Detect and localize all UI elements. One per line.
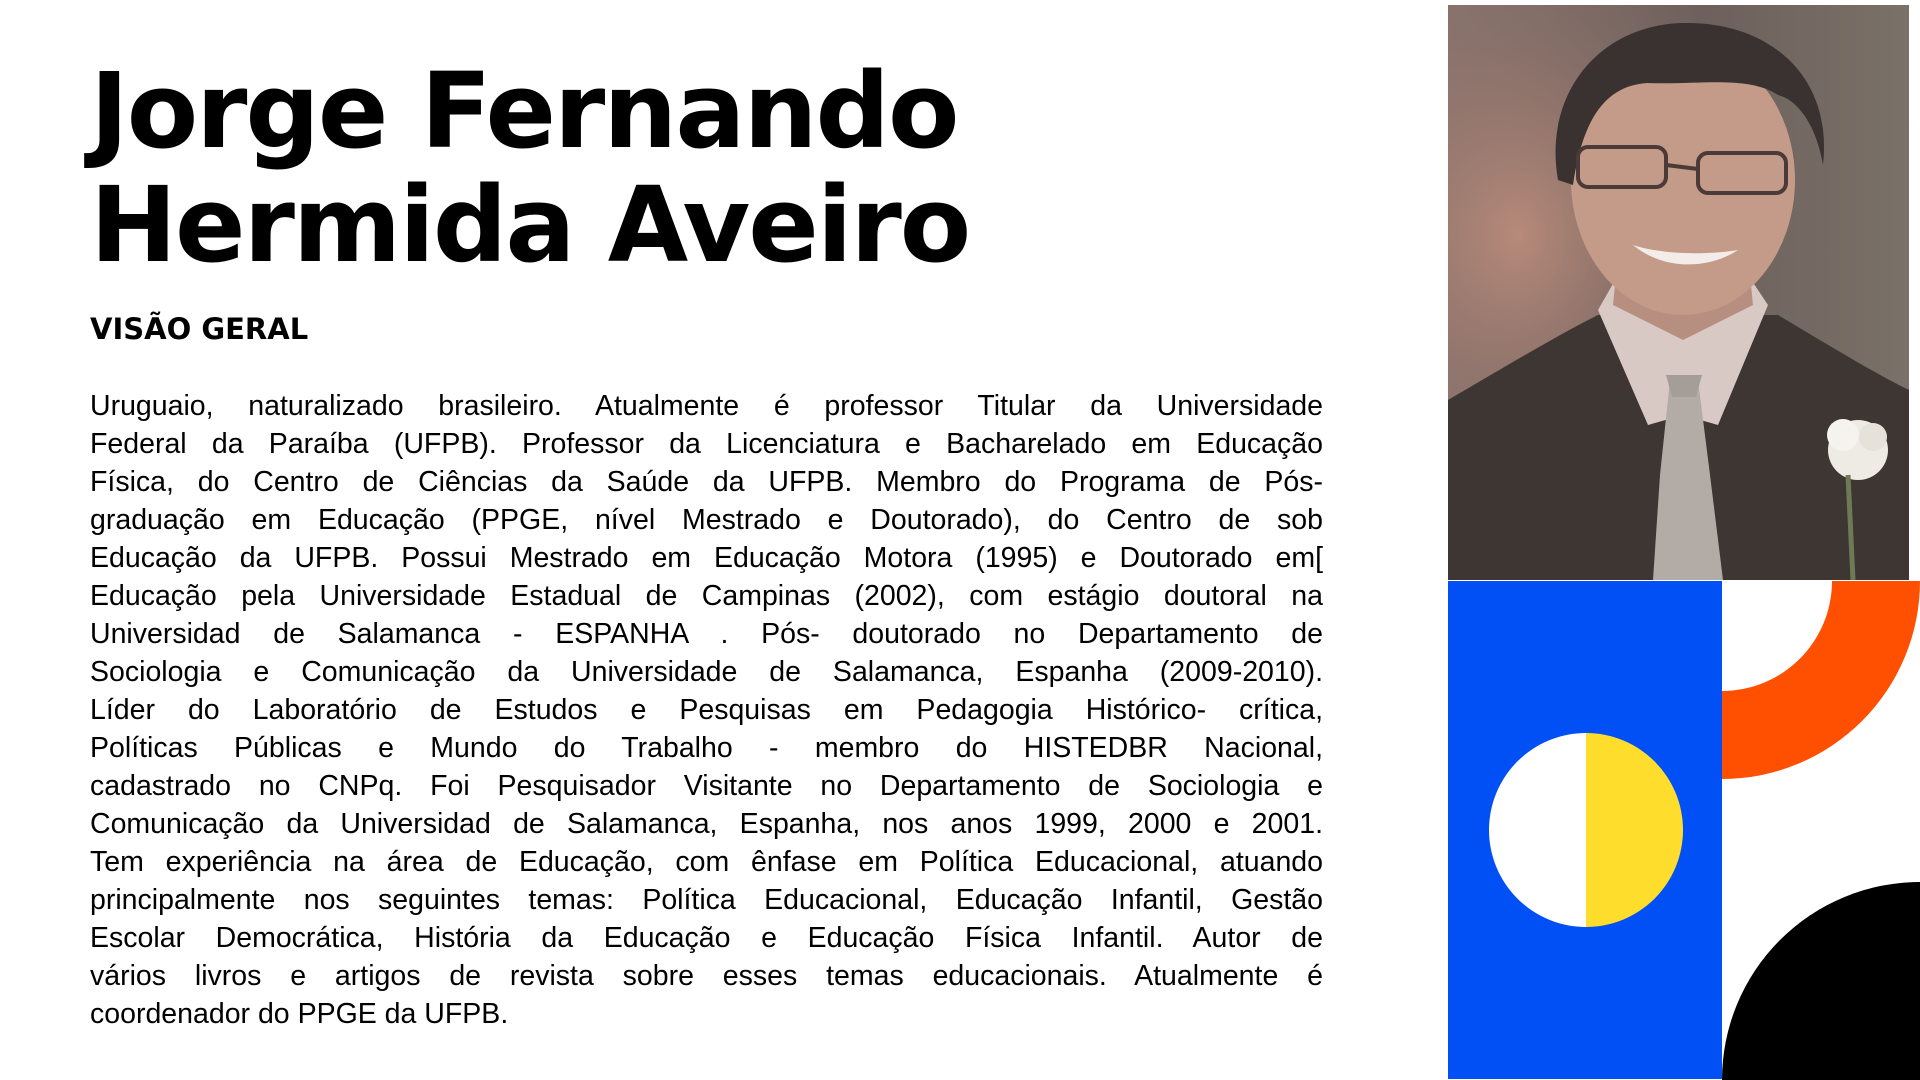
bio-line: Física, do Centro de Ciências da Saúde da UFPB. Membro do Programa de Pós- (90, 466, 1323, 498)
bio-line: Uruguaio, naturalizado brasileiro. Atualmente é professor Titular da Universidade (90, 390, 1323, 422)
black-quarter-circle-decor (1722, 882, 1920, 1080)
section-heading-overview: VISÃO GERAL (90, 312, 309, 346)
bio-line: Educação da UFPB. Possui Mestrado em Educação Motora (1995) e Doutorado em[ (90, 542, 1323, 574)
bio-line: coordenador do PPGE da UFPB. (90, 998, 509, 1030)
bio-line: Políticas Públicas e Mundo do Trabalho - membro do HISTEDBR Nacional, (90, 732, 1323, 764)
bio-line: principalmente nos seguintes temas: Política Educacional, Educação Infantil, Gestão (90, 884, 1323, 916)
bio-line: graduação em Educação (PPGE, nível Mestrado e Doutorado), do Centro de sob (90, 504, 1323, 536)
profile-name-line-1: Jorge Fernando (90, 50, 958, 172)
portrait-photo (1448, 5, 1909, 580)
profile-name-line-2: Hermida Aveiro (90, 164, 970, 286)
bio-line: Escolar Democrática, História da Educação e Educação Física Infantil. Autor de (90, 922, 1323, 954)
bio-line: vários livros e artigos de revista sobre esses temas educacionais. Atualmente é (90, 960, 1323, 992)
bio-line: Comunicação da Universidad de Salamanca, Espanha, nos anos 1999, 2000 e 2001. (90, 808, 1323, 840)
portrait-illustration (1448, 5, 1909, 580)
bio-line: Federal da Paraíba (UFPB). Professor da Licenciatura e Bacharelado em Educação (90, 428, 1323, 460)
bio-line: Educação pela Universidade Estadual de Campinas (2002), com estágio doutoral na (90, 580, 1323, 612)
half-yellow-circle-decor (1489, 733, 1683, 927)
profile-name (90, 50, 970, 286)
bio-line: Líder do Laboratório de Estudos e Pesquisas em Pedagogia Histórico- crítica, (90, 694, 1323, 726)
bio-paragraph (90, 387, 1323, 1033)
bio-line: Sociologia e Comunicação da Universidade de Salamanca, Espanha (2009-2010). (90, 656, 1323, 688)
bio-line: Tem experiência na área de Educação, com ênfase em Política Educacional, atuando (90, 846, 1323, 878)
orange-quarter-ring-decor (1722, 581, 1920, 779)
bio-line: cadastrado no CNPq. Foi Pesquisador Visitante no Departamento de Sociologia e (90, 770, 1323, 802)
bio-line: Universidad de Salamanca - ESPANHA . Pós- doutorado no Departamento de (90, 618, 1323, 650)
